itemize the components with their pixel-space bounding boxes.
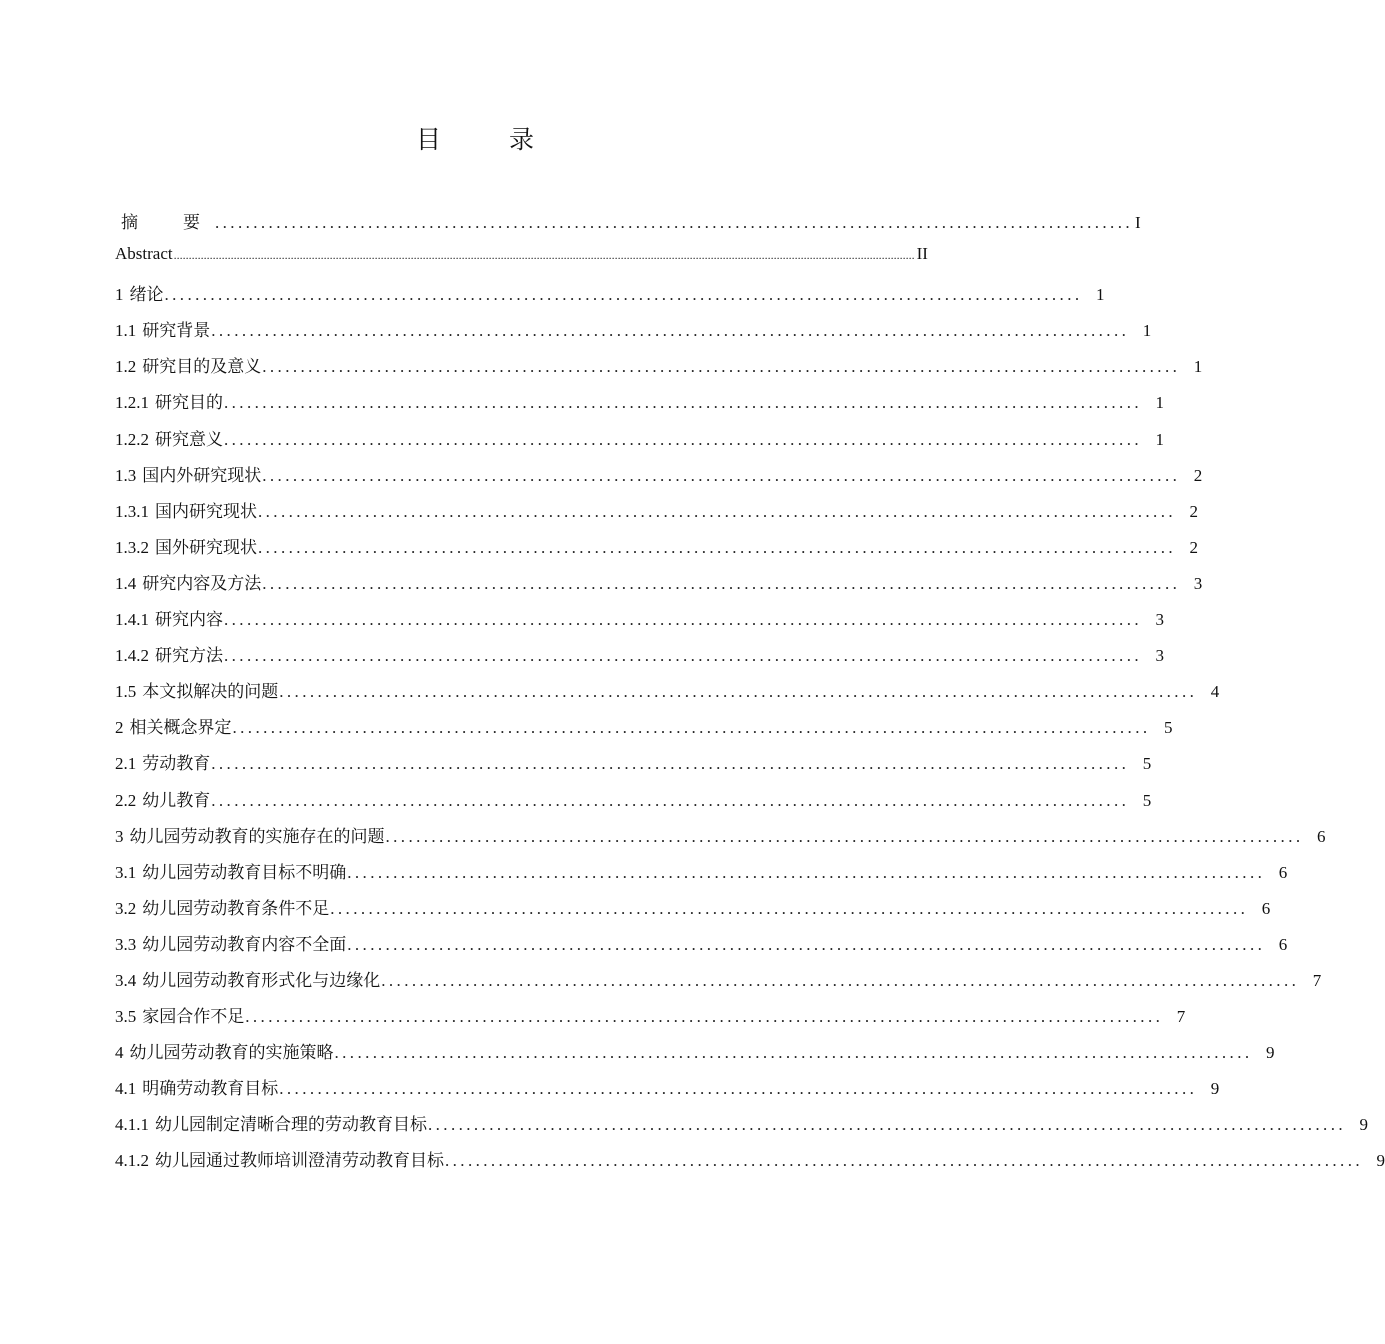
toc-entry-label: 研究目的 (155, 393, 223, 413)
toc-entry-number: 4.1.1 (115, 1115, 149, 1135)
toc-entry-label: 幼儿园劳动教育的实施存在的问题 (129, 826, 385, 846)
toc-entry[interactable] (115, 1146, 1385, 1182)
dot-leader: ........................................................................................................................ (347, 934, 1266, 954)
toc-entry-label: 相关概念界定 (129, 718, 232, 738)
toc-entry-label: 摘 要 (121, 213, 214, 232)
toc-entry[interactable] (115, 749, 1152, 785)
toc-entry-label: 劳动教育 (142, 754, 211, 774)
dot-leader: ........................................................................................................................ (215, 213, 1133, 232)
toc-entry-number: 1.3.2 (115, 537, 149, 557)
toc-entry-number: 4.1 (115, 1079, 137, 1099)
toc-entry-label: 国内外研究现状 (142, 465, 262, 485)
toc-entry-label: 研究方法 (155, 646, 223, 666)
toc-entry-label: 国内研究现状 (155, 501, 257, 521)
toc-entry-number: 1.1 (115, 321, 137, 341)
dot-leader: ........................................................................................................................ (279, 682, 1198, 702)
toc-entry[interactable] (115, 533, 1198, 569)
toc-entry-page: 9 (1376, 1151, 1385, 1171)
toc-entry-page: 7 (1176, 1007, 1186, 1027)
toc-entry[interactable] (115, 713, 1173, 749)
toc-list (115, 208, 1385, 1183)
toc-entry-number: 1.2 (115, 357, 137, 377)
toc-entry-label: 研究内容 (155, 610, 223, 630)
dot-leader: ........................................................................................................................ (224, 393, 1142, 413)
toc-entry-number: 4.1.2 (115, 1151, 149, 1171)
toc-entry-page: 2 (1189, 537, 1198, 557)
dot-leader: ........................................................................................................................ (262, 573, 1181, 593)
dot-leader: ........................................................................................................................ (381, 970, 1300, 990)
toc-entry-page: 4 (1210, 682, 1220, 702)
toc-entry-number: 2.2 (115, 790, 137, 810)
toc-entry-number: 1.5 (115, 682, 137, 702)
toc-entry-page: 9 (1266, 1043, 1275, 1063)
toc-entry-number: 1.4.1 (115, 610, 149, 630)
toc-entry[interactable] (115, 786, 1152, 822)
dot-leader: ........................................................................................................................ (245, 1007, 1164, 1027)
toc-entry[interactable] (115, 1002, 1186, 1038)
dot-leader: ........................................................................................................................ (428, 1115, 1346, 1135)
toc-entry-page: 6 (1261, 898, 1271, 918)
toc-entry-label: 家园合作不足 (142, 1007, 245, 1027)
dot-leader: ........................................................................................................................ (258, 501, 1176, 521)
toc-entry-page: 5 (1164, 718, 1173, 738)
toc-entry[interactable] (115, 930, 1288, 966)
toc-entry-number: 3.4 (115, 970, 137, 990)
toc-entry[interactable] (115, 280, 1105, 316)
toc-entry[interactable] (115, 244, 928, 280)
toc-entry-label: 幼儿园劳动教育条件不足 (142, 898, 330, 918)
toc-entry-label: 国外研究现状 (155, 537, 257, 557)
toc-entry-page: 1 (1193, 357, 1203, 377)
toc-entry-label: 绪论 (129, 285, 164, 305)
toc-entry[interactable] (115, 1074, 1220, 1110)
toc-entry-number: 3.2 (115, 898, 137, 918)
toc-entry-label: 研究内容及方法 (142, 573, 262, 593)
toc-entry-number: 3.1 (115, 862, 137, 882)
toc-entry-page: 5 (1142, 754, 1152, 774)
toc-entry[interactable] (115, 497, 1198, 533)
toc-entry-page: 9 (1210, 1079, 1220, 1099)
toc-entry-number: 4 (115, 1043, 124, 1063)
dot-leader: ........................................................................................................................ (164, 285, 1083, 305)
toc-entry[interactable] (115, 858, 1288, 894)
toc-entry-number: 3 (115, 826, 124, 846)
toc-entry-page: 7 (1312, 970, 1322, 990)
toc-entry-page: 2 (1189, 501, 1198, 521)
toc-entry-page: 5 (1142, 790, 1152, 810)
toc-entry-number: 1.4.2 (115, 646, 149, 666)
dot-leader: ........................................................................................................................ (224, 610, 1142, 630)
toc-entry-label: 幼儿园通过教师培训澄清劳动教育目标 (155, 1151, 444, 1171)
dot-leader: ........................................................................................................................ (211, 754, 1130, 774)
toc-entry-page: 9 (1359, 1115, 1368, 1135)
toc-entry-label: 幼儿教育 (142, 790, 211, 810)
toc-entry[interactable] (115, 316, 1152, 352)
toc-entry[interactable] (115, 461, 1203, 497)
toc-entry[interactable] (115, 425, 1164, 461)
toc-entry-number: 2 (115, 718, 124, 738)
dot-leader: ........................................................................................................................ (224, 646, 1142, 666)
dot-leader: ........................................................................................................................ (385, 826, 1304, 846)
toc-title: 目 录 (416, 125, 564, 154)
toc-entry-number: 1.3 (115, 465, 137, 485)
toc-entry-label: 幼儿园制定清晰合理的劳动教育目标 (155, 1115, 427, 1135)
toc-entry-page: 1 (1155, 429, 1164, 449)
dot-leader: ........................................................................................................................ (279, 1079, 1198, 1099)
toc-entry-label: 明确劳动教育目标 (142, 1079, 279, 1099)
dot-leader: ........................................................................................................................ (445, 1151, 1363, 1171)
dot-leader: ....................................................................................................................................................................................................................................................... (173, 248, 915, 263)
dot-leader: ........................................................................................................................ (262, 465, 1181, 485)
toc-entry[interactable] (115, 966, 1322, 1002)
dot-leader: ........................................................................................................................ (211, 790, 1130, 810)
toc-entry-page: II (916, 244, 928, 264)
toc-entry-label: 幼儿园劳动教育的实施策略 (129, 1043, 334, 1063)
toc-entry-label: 本文拟解决的问题 (142, 682, 279, 702)
dot-leader: ........................................................................................................................ (224, 429, 1142, 449)
toc-entry-number: 1.2.2 (115, 429, 149, 449)
toc-entry-page: 6 (1317, 826, 1326, 846)
toc-entry-page: 1 (1155, 393, 1164, 413)
toc-entry-page: 1 (1142, 321, 1152, 341)
toc-entry[interactable] (115, 822, 1326, 858)
toc-entry-number: 3.5 (115, 1007, 137, 1027)
toc-entry-label: 研究目的及意义 (142, 357, 262, 377)
toc-entry[interactable] (115, 894, 1271, 930)
toc-entry[interactable] (115, 605, 1164, 641)
dot-leader: ........................................................................................................................ (258, 537, 1176, 557)
toc-entry-number: 3.3 (115, 934, 137, 954)
dot-leader: ........................................................................................................................ (211, 321, 1130, 341)
toc-entry[interactable] (115, 1110, 1368, 1146)
toc-entry-label: 研究背景 (142, 321, 211, 341)
toc-entry-number: 1.3.1 (115, 501, 149, 521)
dot-leader: ........................................................................................................................ (232, 718, 1151, 738)
toc-entry[interactable] (115, 677, 1220, 713)
toc-entry-label: 幼儿园劳动教育形式化与边缘化 (142, 970, 381, 990)
toc-entry-number: 1.2.1 (115, 393, 149, 413)
toc-entry-page: 3 (1155, 610, 1164, 630)
toc-entry-label: 幼儿园劳动教育目标不明确 (142, 862, 347, 882)
toc-entry[interactable] (115, 569, 1203, 605)
dot-leader: ........................................................................................................................ (334, 1043, 1253, 1063)
dot-leader: ........................................................................................................................ (262, 357, 1181, 377)
toc-entry-number: 1 (115, 285, 124, 305)
toc-entry-label: 幼儿园劳动教育内容不全面 (142, 934, 347, 954)
toc-entry[interactable] (115, 641, 1164, 677)
toc-entry[interactable] (115, 1038, 1275, 1074)
toc-entry[interactable] (115, 208, 1141, 244)
dot-leader: ........................................................................................................................ (330, 898, 1249, 918)
toc-entry-page: I (1135, 213, 1141, 232)
toc-entry-label: 研究意义 (155, 429, 223, 449)
toc-entry-page: 3 (1193, 573, 1203, 593)
toc-entry-number: 1.4 (115, 573, 137, 593)
toc-entry-page: 3 (1155, 646, 1164, 666)
toc-entry-page: 2 (1193, 465, 1203, 485)
dot-leader: ........................................................................................................................ (347, 862, 1266, 882)
toc-entry-page: 6 (1278, 934, 1288, 954)
toc-entry-page: 1 (1096, 285, 1105, 305)
toc-entry-label: Abstract (115, 244, 173, 264)
toc-entry[interactable] (115, 388, 1164, 424)
toc-entry-number: 2.1 (115, 754, 137, 774)
toc-entry[interactable] (115, 352, 1203, 388)
toc-entry-page: 6 (1278, 862, 1288, 882)
